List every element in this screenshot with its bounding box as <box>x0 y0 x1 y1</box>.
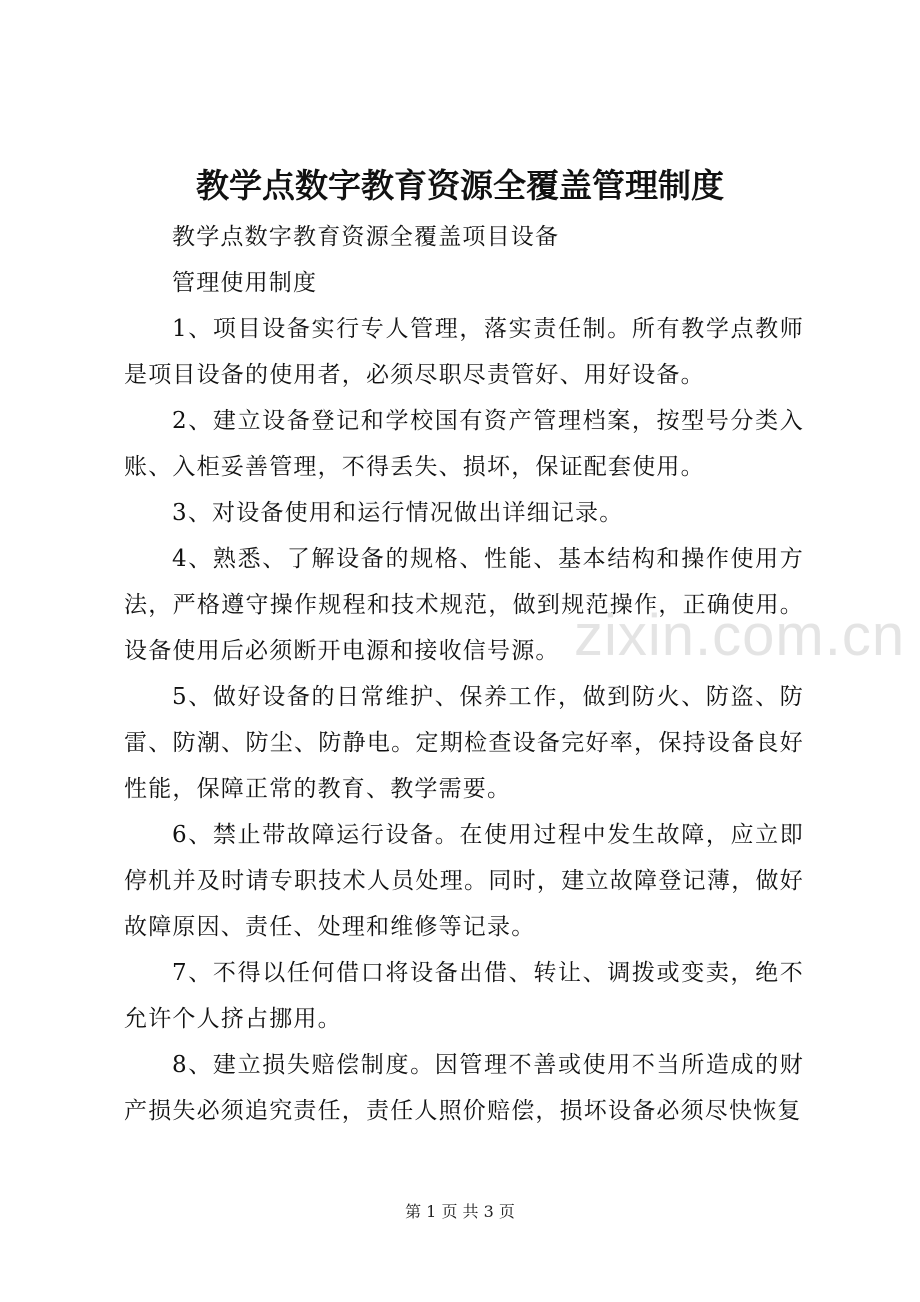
rule-paragraph-4: 4、熟悉、了解设备的规格、性能、基本结构和操作使用方法，严格遵守操作规程和技术规范，做到规范操作，正确使用。设备使用后必须断开电源和接收信号源。 <box>124 546 804 664</box>
rule-paragraph-1: 1、项目设备实行专人管理，落实责任制。所有教学点教师是项目设备的使用者，必须尽职尽责管好、用好设备。 <box>124 316 804 388</box>
rule-paragraph-7: 7、不得以任何借口将设备出借、转让、调拨或变卖，绝不允许个人挤占挪用。 <box>124 960 804 1032</box>
document-title: 教学点数字教育资源全覆盖管理制度 <box>196 166 724 205</box>
rule-paragraph-2: 2、建立设备登记和学校国有资产管理档案，按型号分类入账、入柜妥善管理，不得丢失、损坏，保证配套使用。 <box>124 408 804 480</box>
document-body <box>124 214 804 1134</box>
rule-paragraph-6: 6、禁止带故障运行设备。在使用过程中发生故障，应立即停机并及时请专职技术人员处理。同时，建立故障登记薄，做好故障原因、责任、处理和维修等记录。 <box>124 822 804 940</box>
watermark: zixin.com.cn <box>574 603 906 668</box>
subtitle-line-2: 管理使用制度 <box>172 270 318 296</box>
rule-paragraph-8: 8、建立损失赔偿制度。因管理不善或使用不当所造成的财产损失必须追究责任，责任人照价赔偿，损坏设备必须尽快恢复 <box>124 1052 804 1124</box>
page-footer: 第 1 页 共 3 页 <box>405 1202 515 1221</box>
subtitle-line-1: 教学点数字教育资源全覆盖项目设备 <box>172 224 560 250</box>
rule-paragraph-3: 3、对设备使用和运行情况做出详细记录。 <box>172 500 624 526</box>
rule-paragraph-5: 5、做好设备的日常维护、保养工作，做到防火、防盗、防雷、防潮、防尘、防静电。定期检查设备完好率，保持设备良好性能，保障正常的教育、教学需要。 <box>124 684 804 802</box>
